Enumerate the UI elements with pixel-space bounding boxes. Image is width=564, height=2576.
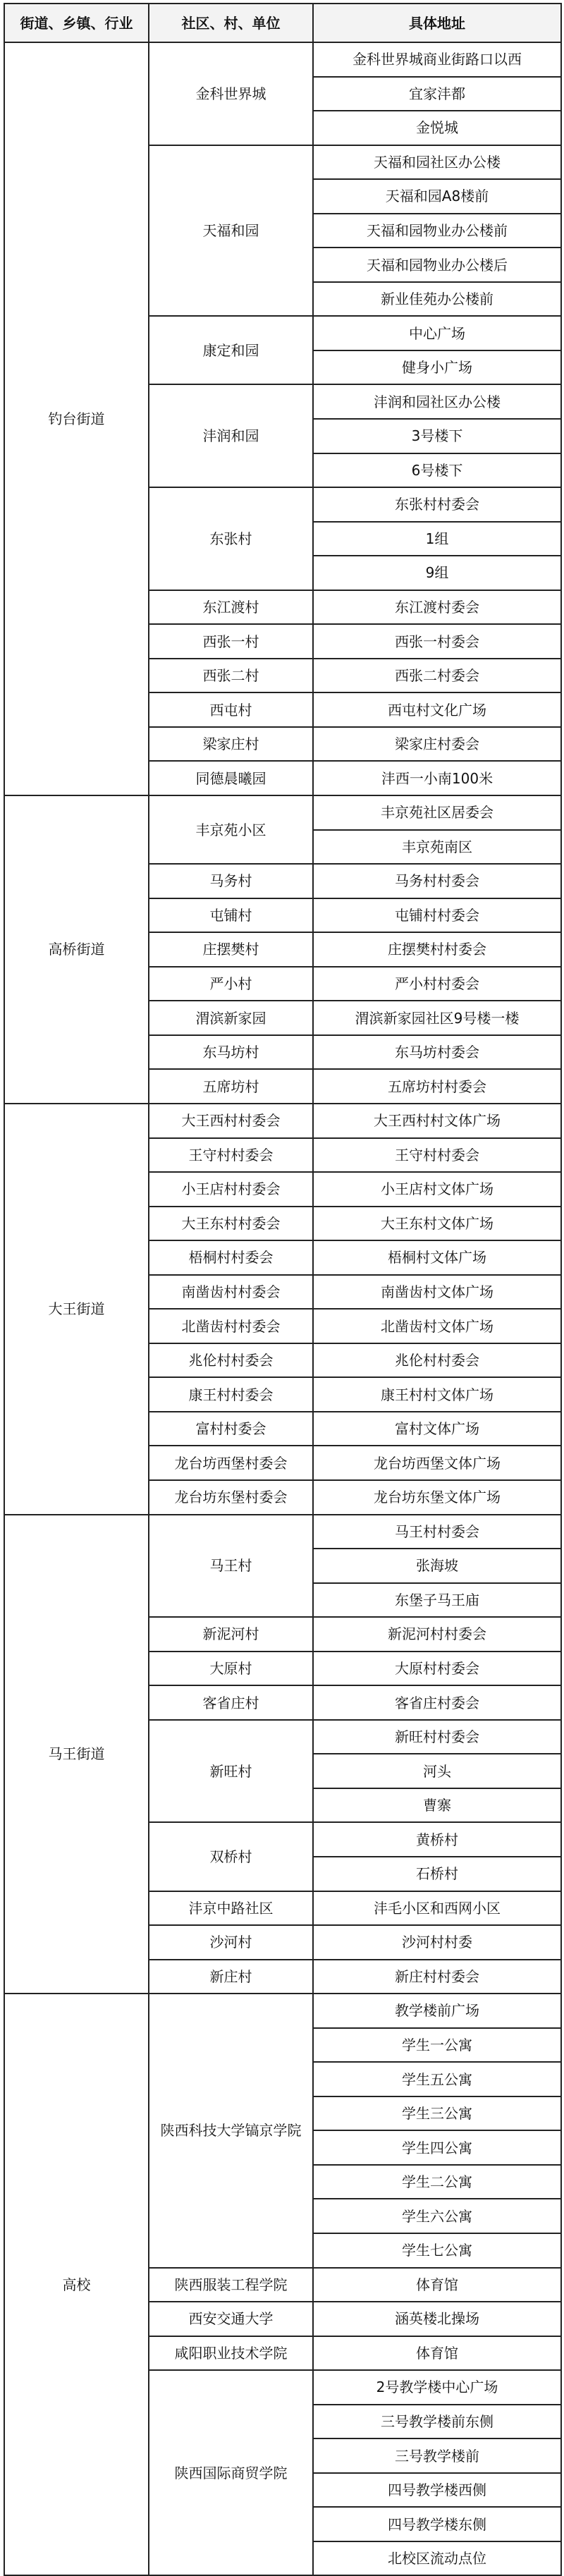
address-cell: 新业佳苑办公楼前 xyxy=(313,282,561,317)
address-cell: 丰京苑南区 xyxy=(313,830,561,865)
unit-cell: 龙台坊西堡村委会 xyxy=(149,1446,313,1480)
address-cell: 金科世界城商业街路口以西 xyxy=(313,42,561,77)
address-cell: 2号教学楼中心广场 xyxy=(313,2370,561,2405)
address-cell: 严小村村委会 xyxy=(313,967,561,1001)
address-cell: 南凿齿村文体广场 xyxy=(313,1275,561,1310)
unit-cell: 客省庄村 xyxy=(149,1685,313,1720)
address-cell: 屯铺村村委会 xyxy=(313,898,561,933)
table-row xyxy=(4,1104,561,1138)
street-cell: 高桥街道 xyxy=(4,795,149,1104)
unit-cell: 同德晨曦园 xyxy=(149,761,313,795)
address-cell: 东堡子马王庙 xyxy=(313,1583,561,1618)
address-cell: 小王店村文体广场 xyxy=(313,1172,561,1207)
address-cell: 兆伦村村委会 xyxy=(313,1343,561,1378)
address-cell: 马王村村委会 xyxy=(313,1515,561,1549)
address-cell: 沣西一小南100米 xyxy=(313,761,561,795)
unit-cell: 西张一村 xyxy=(149,624,313,659)
address-cell: 宜家沣都 xyxy=(313,77,561,111)
address-cell: 沣毛小区和西网小区 xyxy=(313,1891,561,1926)
address-cell: 中心广场 xyxy=(313,316,561,350)
address-cell: 河头 xyxy=(313,1754,561,1788)
unit-cell: 东马坊村 xyxy=(149,1035,313,1070)
address-cell: 学生五公寓 xyxy=(313,2062,561,2096)
unit-cell: 大王西村村委会 xyxy=(149,1104,313,1138)
unit-cell: 东张村 xyxy=(149,487,313,590)
street-cell: 钓台街道 xyxy=(4,42,149,795)
address-cell: 涵英楼北操场 xyxy=(313,2302,561,2336)
unit-cell: 梁家庄村 xyxy=(149,727,313,762)
address-cell: 梁家庄村委会 xyxy=(313,727,561,762)
unit-cell: 西安交通大学 xyxy=(149,2302,313,2336)
unit-cell: 庄摆樊村 xyxy=(149,932,313,967)
unit-cell: 沣京中路社区 xyxy=(149,1891,313,1926)
unit-cell: 严小村 xyxy=(149,967,313,1001)
address-cell: 富村文体广场 xyxy=(313,1412,561,1446)
address-cell: 西屯村文化广场 xyxy=(313,692,561,727)
address-cell: 大王东村文体广场 xyxy=(313,1207,561,1241)
unit-cell: 大原村 xyxy=(149,1652,313,1686)
address-cell: 沙河村村委 xyxy=(313,1925,561,1960)
address-cell: 王守村村委会 xyxy=(313,1138,561,1173)
address-cell: 1组 xyxy=(313,522,561,556)
address-cell: 西张二村委会 xyxy=(313,659,561,693)
unit-cell: 小王店村村委会 xyxy=(149,1172,313,1207)
address-cell: 新庄村村委会 xyxy=(313,1960,561,1994)
address-cell: 学生四公寓 xyxy=(313,2130,561,2165)
unit-cell: 东江渡村 xyxy=(149,590,313,625)
address-cell: 学生七公寓 xyxy=(313,2233,561,2268)
table-row xyxy=(4,1994,561,2028)
unit-cell: 金科世界城 xyxy=(149,42,313,145)
address-cell: 天福和园社区办公楼 xyxy=(313,145,561,180)
unit-cell: 新泥河村 xyxy=(149,1617,313,1652)
address-cell: 学生三公寓 xyxy=(313,2096,561,2131)
address-cell: 天福和园A8楼前 xyxy=(313,179,561,214)
address-cell: 三号教学楼前东侧 xyxy=(313,2405,561,2439)
unit-cell: 五席坊村 xyxy=(149,1069,313,1104)
unit-cell: 梧桐村村委会 xyxy=(149,1240,313,1275)
table-row xyxy=(4,42,561,77)
address-cell: 渭滨新家园社区9号楼一楼 xyxy=(313,1001,561,1035)
address-cell: 6号楼下 xyxy=(313,453,561,488)
address-cell: 康王村村文体广场 xyxy=(313,1377,561,1412)
unit-cell: 陕西服装工程学院 xyxy=(149,2268,313,2302)
unit-cell: 西张二村 xyxy=(149,659,313,693)
unit-cell: 西屯村 xyxy=(149,692,313,727)
address-cell: 北凿齿村文体广场 xyxy=(313,1309,561,1343)
testing-sites-table xyxy=(4,3,562,2576)
address-cell: 学生一公寓 xyxy=(313,2028,561,2063)
unit-cell: 马王村 xyxy=(149,1515,313,1618)
header-address: 具体地址 xyxy=(313,4,561,42)
address-cell: 东张村村委会 xyxy=(313,487,561,522)
address-cell: 东马坊村委会 xyxy=(313,1035,561,1070)
unit-cell: 渭滨新家园 xyxy=(149,1001,313,1035)
address-cell: 客省庄村委会 xyxy=(313,1685,561,1720)
address-cell: 东江渡村委会 xyxy=(313,590,561,625)
address-cell: 丰京苑社区居委会 xyxy=(313,795,561,830)
unit-cell: 沣润和园 xyxy=(149,384,313,487)
unit-cell: 陕西国际商贸学院 xyxy=(149,2370,313,2575)
unit-cell: 富村村委会 xyxy=(149,1412,313,1446)
unit-cell: 北凿齿村村委会 xyxy=(149,1309,313,1343)
unit-cell: 新旺村 xyxy=(149,1720,313,1823)
unit-cell: 龙台坊东堡村委会 xyxy=(149,1480,313,1515)
address-cell: 马务村村委会 xyxy=(313,864,561,898)
address-cell: 教学楼前广场 xyxy=(313,1994,561,2028)
street-cell: 马王街道 xyxy=(4,1515,149,1994)
address-cell: 新旺村村委会 xyxy=(313,1720,561,1754)
header-street: 街道、乡镇、行业 xyxy=(4,4,149,42)
address-cell: 三号教学楼前 xyxy=(313,2438,561,2473)
unit-cell: 兆伦村村委会 xyxy=(149,1343,313,1378)
address-cell: 健身小广场 xyxy=(313,350,561,385)
unit-cell: 双桥村 xyxy=(149,1822,313,1891)
unit-cell: 王守村村委会 xyxy=(149,1138,313,1173)
address-cell: 四号教学楼东侧 xyxy=(313,2507,561,2541)
address-cell: 石桥村 xyxy=(313,1857,561,1891)
address-cell: 新泥河村村委会 xyxy=(313,1617,561,1652)
address-cell: 体育馆 xyxy=(313,2336,561,2371)
address-cell: 西张一村委会 xyxy=(313,624,561,659)
address-cell: 北校区流动点位 xyxy=(313,2541,561,2576)
unit-cell: 大王东村村委会 xyxy=(149,1207,313,1241)
unit-cell: 屯铺村 xyxy=(149,898,313,933)
address-cell: 曹寨 xyxy=(313,1788,561,1823)
unit-cell: 南凿齿村村委会 xyxy=(149,1275,313,1310)
address-cell: 金悦城 xyxy=(313,111,561,145)
address-cell: 天福和园物业办公楼前 xyxy=(313,214,561,248)
address-cell: 9组 xyxy=(313,556,561,590)
unit-cell: 丰京苑小区 xyxy=(149,795,313,864)
address-cell: 体育馆 xyxy=(313,2268,561,2302)
unit-cell: 新庄村 xyxy=(149,1960,313,1994)
address-cell: 大王西村村文体广场 xyxy=(313,1104,561,1138)
unit-cell: 咸阳职业技术学院 xyxy=(149,2336,313,2371)
address-cell: 学生二公寓 xyxy=(313,2165,561,2199)
address-cell: 龙台坊东堡文体广场 xyxy=(313,1480,561,1515)
table-row xyxy=(4,1515,561,1549)
address-cell: 张海坡 xyxy=(313,1549,561,1583)
header-row xyxy=(4,4,561,42)
header-unit: 社区、村、单位 xyxy=(149,4,313,42)
address-cell: 黄桥村 xyxy=(313,1822,561,1857)
street-cell: 高校 xyxy=(4,1994,149,2575)
unit-cell: 陕西科技大学镐京学院 xyxy=(149,1994,313,2267)
table-row xyxy=(4,795,561,830)
unit-cell: 康定和园 xyxy=(149,316,313,384)
unit-cell: 沙河村 xyxy=(149,1925,313,1960)
unit-cell: 马务村 xyxy=(149,864,313,898)
address-cell: 天福和园物业办公楼后 xyxy=(313,248,561,282)
address-cell: 五席坊村村委会 xyxy=(313,1069,561,1104)
address-cell: 庄摆樊村村委会 xyxy=(313,932,561,967)
street-cell: 大王街道 xyxy=(4,1104,149,1515)
address-cell: 沣润和园社区办公楼 xyxy=(313,384,561,419)
unit-cell: 康王村村委会 xyxy=(149,1377,313,1412)
address-cell: 梧桐村文体广场 xyxy=(313,1240,561,1275)
address-cell: 3号楼下 xyxy=(313,419,561,453)
address-cell: 四号教学楼西侧 xyxy=(313,2473,561,2508)
unit-cell: 天福和园 xyxy=(149,145,313,317)
address-cell: 龙台坊西堡文体广场 xyxy=(313,1446,561,1480)
address-cell: 大原村村委会 xyxy=(313,1652,561,1686)
address-cell: 学生六公寓 xyxy=(313,2199,561,2233)
